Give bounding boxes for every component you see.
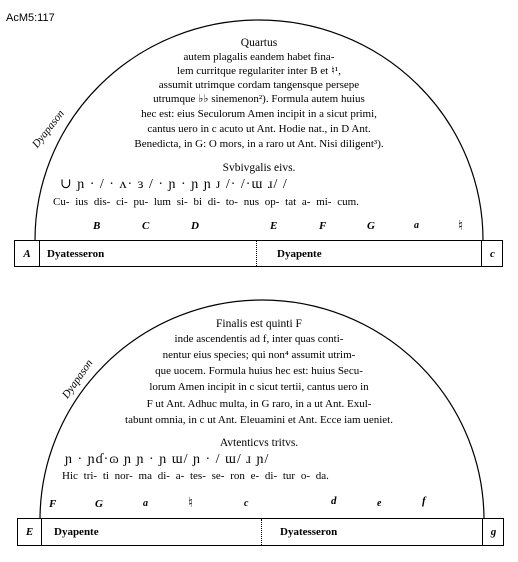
section2-heading: Finalis est quinti F [216,318,302,330]
section1-bar-dyapente: Dyapente [277,247,322,260]
section2-bar-right: g [482,519,504,545]
section1-vertical-label: Dyapason [30,107,67,151]
section2-text-line: inde ascendentis ad f, inter quas conti- [174,333,344,345]
section1-note: G [367,220,375,232]
section1-note: D [191,220,199,232]
section1-text-line: cantus uero in c acuto ut Ant. Hodie nat., in D Ant. [147,123,371,135]
section1-bar-right: c [481,241,503,266]
section2-note: a [143,498,148,509]
section2-text-line: F ut Ant. Adhuc multa, in G raro, in a ut Ant. Exul- [146,398,372,410]
section2-note: f [422,495,426,507]
section1-lyric: Cu- ius dis- ci- pu- lum si- bi di- to- nus op- tat a- mi- cum. [53,196,359,208]
section1-text-line: assumit utrimque cordam tangensque persepe [158,79,360,91]
section2-note: F [49,498,57,510]
section2-bar-dyatesseron: Dyatesseron [280,526,338,538]
section2-note: G [95,498,103,510]
document-id: AcM5:117 [6,12,55,24]
section2-bar-dyapente: Dyapente [54,526,99,538]
section1-chant-title: Svbivgalis eivs. [222,162,296,174]
section2-neumes: ɲ · ɲɗ·ɷ ɲ ɲ · ɲ ɯ/ ɲ · / ɯ/ ɹ ɲ/ [65,452,270,467]
section2-vertical-label: Dyapason [60,357,96,401]
section2-note: d [331,495,337,507]
section2-note-natural: ♮ [188,496,194,511]
section1-note: E [270,220,278,232]
section1-interval-bar [14,240,503,267]
section2-text-line: tabunt omnia, in c ut Ant. Eleuamini et Ant. Ecce iam ueniet. [125,414,393,426]
section1-note: C [142,220,150,232]
section2-bar-left: E [18,519,42,545]
section1-note: a [414,220,419,231]
section1-text-line: Benedicta, in G: O mors, in a raro ut Ant. Nisi diligent³). [134,138,384,150]
section2-text-line: lorum Amen incipit in c sicut tertii, cantus uero in [149,381,369,393]
section2-lyric: Hic tri- ti nor- ma di- a- tes- se- ron e- di- tur o- da. [62,470,329,482]
section2-chant-title: Avtenticvs tritvs. [219,437,299,449]
section1-bar-left: A [15,241,40,266]
section2-interval-bar [17,518,504,546]
section1-note-natural: ♮ [458,219,464,234]
section1-text-line: hec est: eius Seculorum Amen incipit in a sicut primi, [141,108,377,120]
section2-bar-divider [261,519,262,545]
section1-bar-dyatesseron: Dyatesseron [47,247,105,260]
section1-text-line: utrumque ♭♭ sinemenon²). Formula autem huius [153,93,365,105]
section2-note: c [244,498,249,509]
section1-bar-divider [256,241,257,266]
section1-text-line: lem curritque regulariter inter B et ♮¹, [177,65,341,77]
section1-text-line: autem plagalis eandem habet fina- [183,51,335,63]
section1-neumes: ∪ ɲ · / · ʌ· ɜ / · ɲ · ɲ ɲ ᴊ /· /·ɯ ɹ/ / [60,177,288,192]
section1-heading: Quartus [240,37,278,49]
section2-text-line: que uocem. Formula huius hec est: huius Secu- [155,365,363,377]
section2-text-line: nentur eius species; qui non⁴ assumit utrim- [162,349,356,361]
section1-note: F [319,220,327,232]
section1-note: B [93,220,101,232]
section2-note: e [377,498,382,509]
